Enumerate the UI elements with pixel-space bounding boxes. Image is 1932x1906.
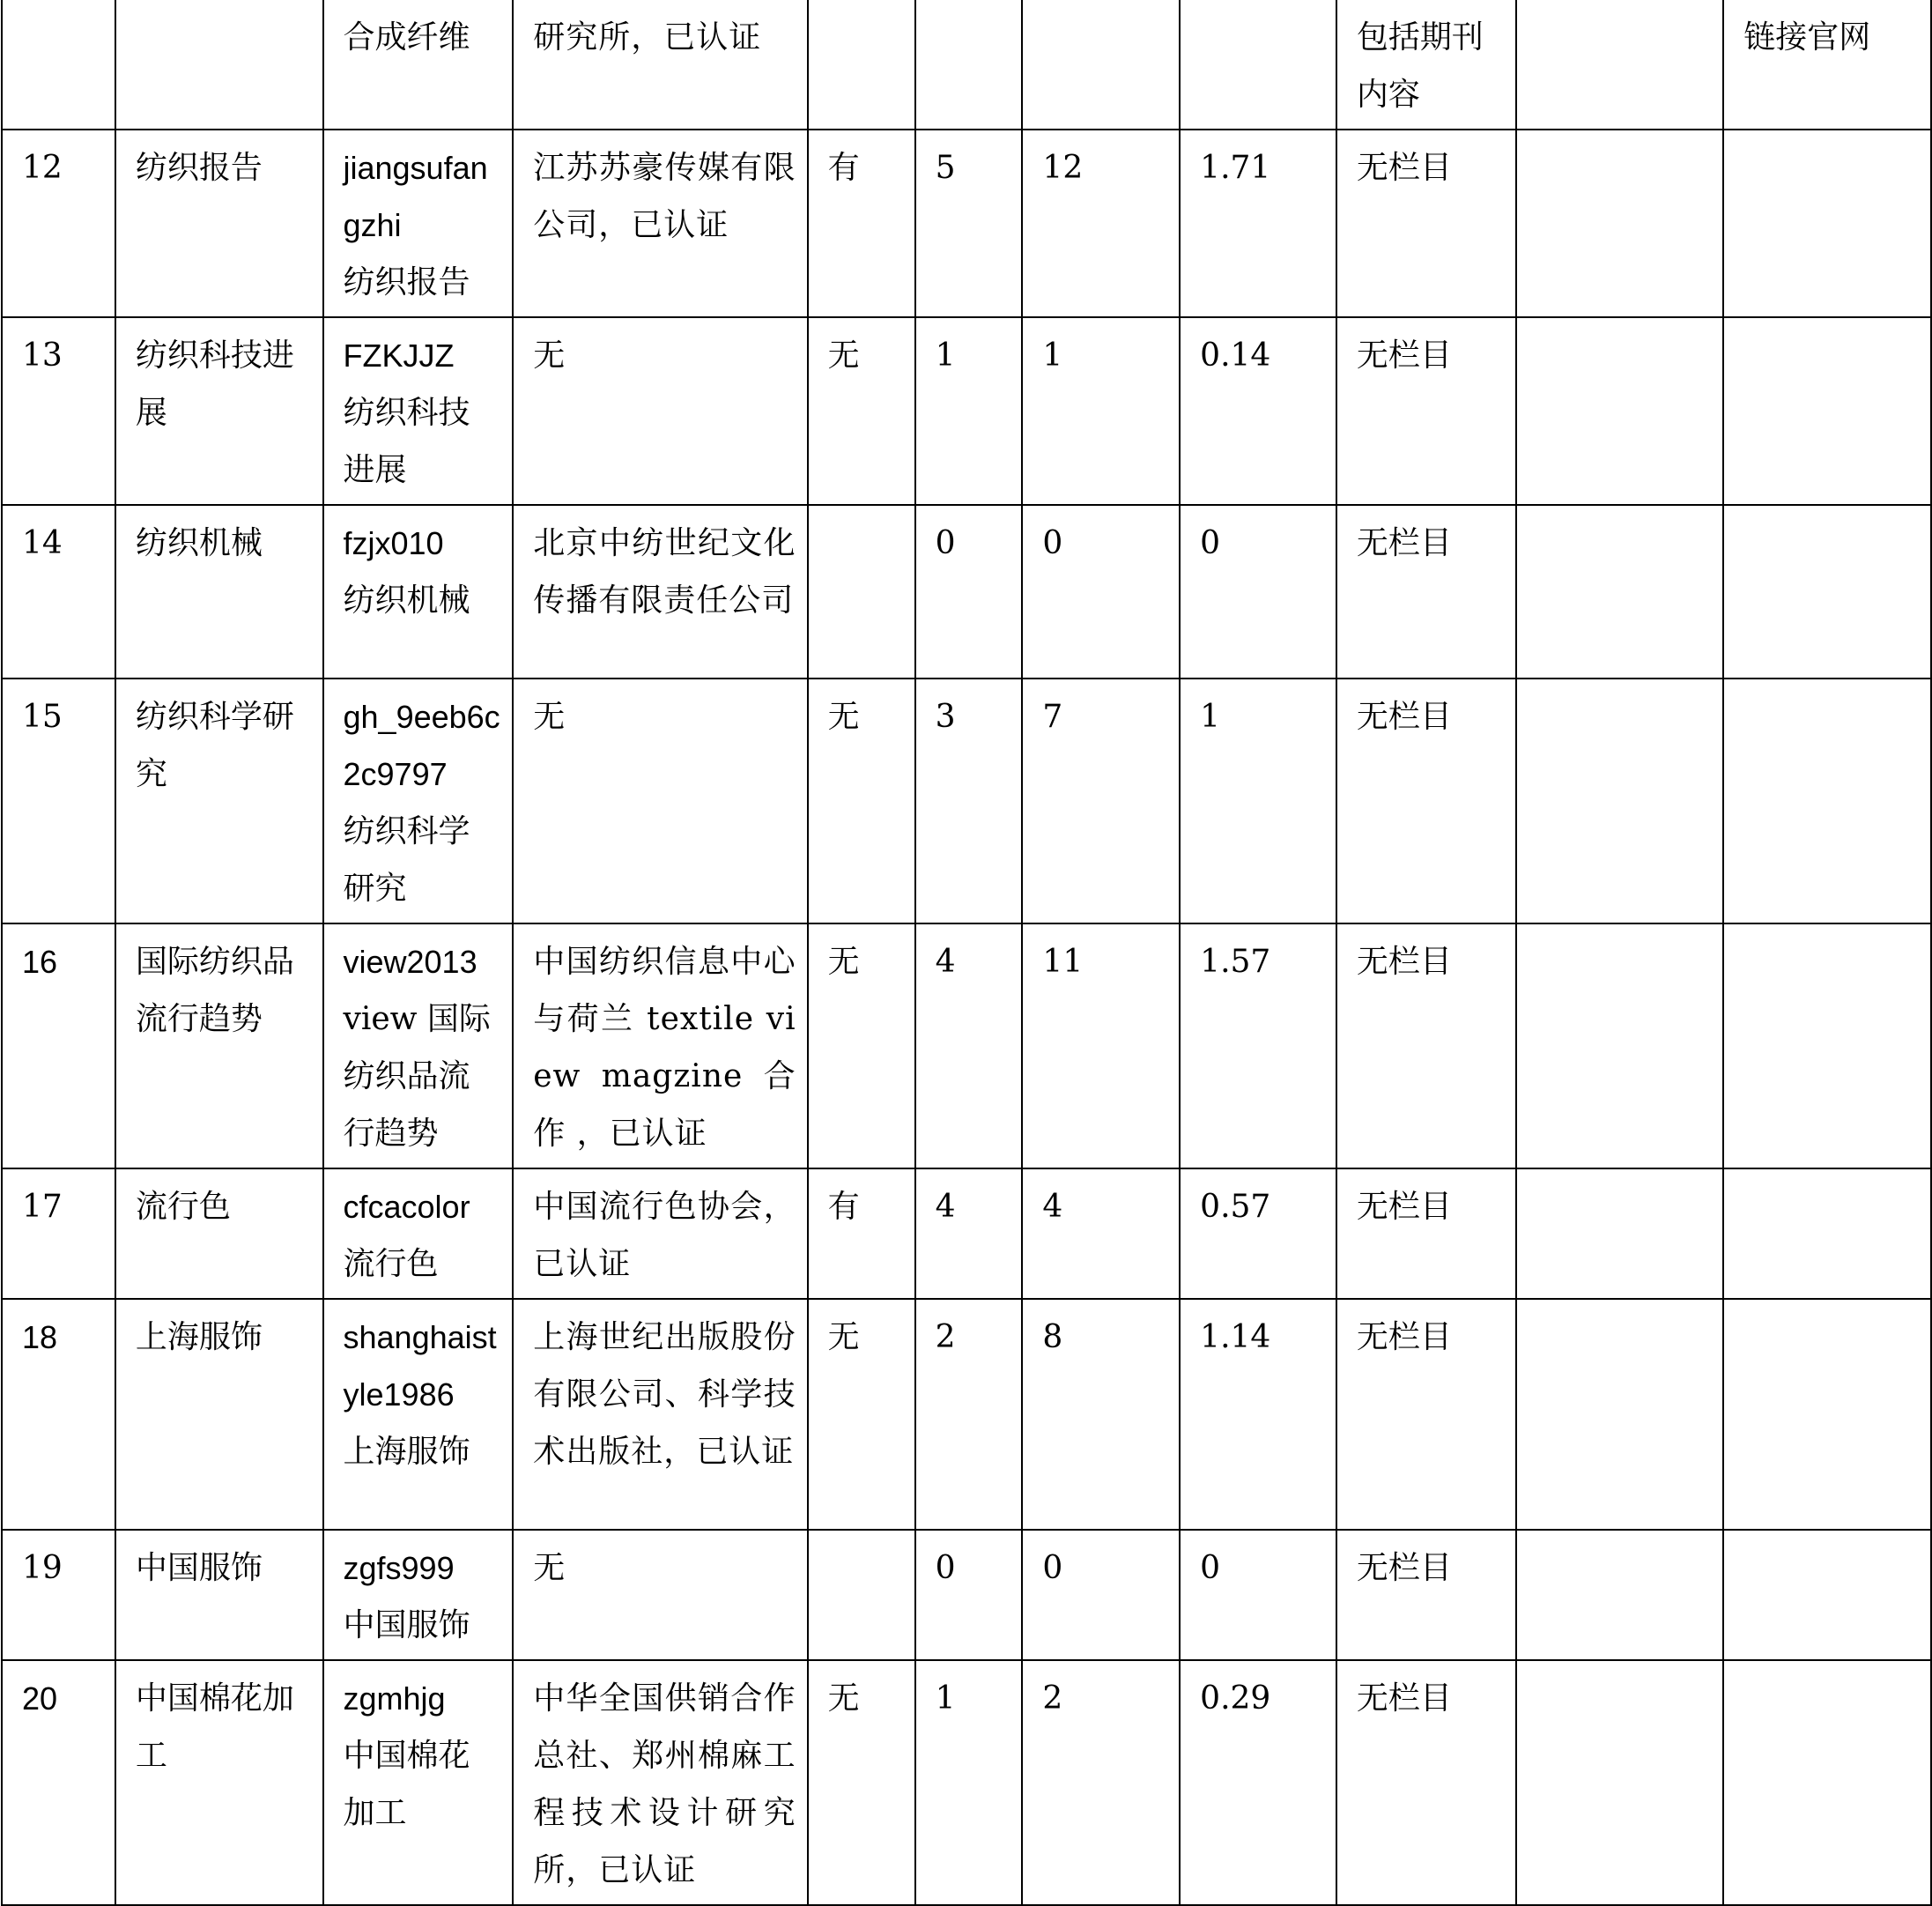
link-cell xyxy=(1723,505,1931,679)
value-cell xyxy=(915,0,1023,130)
flag-cell: 无 xyxy=(808,1299,915,1530)
value-cell: 11 xyxy=(1022,923,1180,1168)
table-row xyxy=(2,1660,1931,1905)
index-cell: 14 xyxy=(2,505,115,679)
blank-cell xyxy=(1516,317,1724,505)
index-cell: 13 xyxy=(2,317,115,505)
operator-cell: 北京中纺世纪文化传播有限责任公司 xyxy=(513,505,807,679)
flag-cell xyxy=(808,505,915,679)
table-row xyxy=(2,130,1931,317)
name-cell: 中国服饰 xyxy=(115,1530,323,1660)
value-cell: 2 xyxy=(915,1299,1023,1530)
index-cell: 17 xyxy=(2,1168,115,1299)
table-row xyxy=(2,317,1931,505)
account-id: view2013 xyxy=(343,944,477,980)
table-row xyxy=(2,923,1931,1168)
blank-cell xyxy=(1516,1660,1724,1905)
account-id: zgfs999 xyxy=(343,1550,455,1586)
value-cell: 0 xyxy=(1022,1530,1180,1660)
value-cell: 1.14 xyxy=(1180,1299,1336,1530)
value-cell: 1 xyxy=(915,317,1023,505)
account-id: shanghaistyle1986 xyxy=(343,1319,497,1413)
column-status-cell: 无栏目 xyxy=(1336,1530,1516,1660)
value-cell: 0.14 xyxy=(1180,317,1336,505)
table-row xyxy=(2,1299,1931,1530)
table-row xyxy=(2,0,1931,130)
name-cell xyxy=(115,0,323,130)
table-row xyxy=(2,1168,1931,1299)
value-cell: 0 xyxy=(915,1530,1023,1660)
value-cell: 4 xyxy=(915,923,1023,1168)
value-cell: 2 xyxy=(1022,1660,1180,1905)
account-cell xyxy=(323,1299,514,1530)
blank-cell xyxy=(1516,1168,1724,1299)
name-cell: 纺织机械 xyxy=(115,505,323,679)
name-cell: 纺织科技进展 xyxy=(115,317,323,505)
account-cell xyxy=(323,1168,514,1299)
operator-cell: 江苏苏豪传媒有限公司，已认证 xyxy=(513,130,807,317)
column-status-cell: 包括期刊内容 xyxy=(1336,0,1516,130)
account-id: cfcacolor xyxy=(343,1189,470,1225)
value-cell: 12 xyxy=(1022,130,1180,317)
name-cell: 流行色 xyxy=(115,1168,323,1299)
link-cell xyxy=(1723,1299,1931,1530)
name-cell: 上海服饰 xyxy=(115,1299,323,1530)
value-cell: 7 xyxy=(1022,679,1180,923)
value-cell: 1.71 xyxy=(1180,130,1336,317)
column-status-cell: 无栏目 xyxy=(1336,130,1516,317)
account-name: 上海服饰 xyxy=(343,1434,470,1470)
account-cell xyxy=(323,0,514,130)
operator-cell: 无 xyxy=(513,679,807,923)
link-cell xyxy=(1723,1530,1931,1660)
column-status-cell: 无栏目 xyxy=(1336,1660,1516,1905)
index-cell: 15 xyxy=(2,679,115,923)
value-cell xyxy=(1180,0,1336,130)
column-status-cell: 无栏目 xyxy=(1336,317,1516,505)
operator-cell: 研究所，已认证 xyxy=(513,0,807,130)
flag-cell: 有 xyxy=(808,1168,915,1299)
flag-cell: 无 xyxy=(808,1660,915,1905)
index-cell: 12 xyxy=(2,130,115,317)
blank-cell xyxy=(1516,130,1724,317)
flag-cell: 无 xyxy=(808,679,915,923)
journal-wechat-table xyxy=(1,0,1932,1906)
name-cell: 中国棉花加工 xyxy=(115,1660,323,1905)
account-id: fzjx010 xyxy=(343,525,444,561)
account-name: view 国际纺织品流行趋势 xyxy=(343,1001,491,1152)
link-cell xyxy=(1723,130,1931,317)
index-cell: 19 xyxy=(2,1530,115,1660)
flag-cell xyxy=(808,0,915,130)
index-cell: 20 xyxy=(2,1660,115,1905)
value-cell: 5 xyxy=(915,130,1023,317)
value-cell xyxy=(1022,0,1180,130)
account-cell xyxy=(323,923,514,1168)
blank-cell xyxy=(1516,0,1724,130)
account-name: 合成纤维 xyxy=(343,19,470,56)
account-cell xyxy=(323,130,514,317)
column-status-cell: 无栏目 xyxy=(1336,1299,1516,1530)
index-cell: 18 xyxy=(2,1299,115,1530)
account-cell xyxy=(323,1660,514,1905)
value-cell: 1 xyxy=(915,1660,1023,1905)
account-id: gh_9eeb6c2c9797 xyxy=(343,699,500,792)
blank-cell xyxy=(1516,505,1724,679)
link-cell xyxy=(1723,923,1931,1168)
column-status-cell: 无栏目 xyxy=(1336,923,1516,1168)
value-cell: 1 xyxy=(1180,679,1336,923)
operator-cell: 中华全国供销合作总社、郑州棉麻工程技术设计研究所，已认证 xyxy=(513,1660,807,1905)
value-cell: 0 xyxy=(1180,1530,1336,1660)
column-status-cell: 无栏目 xyxy=(1336,505,1516,679)
table-row xyxy=(2,505,1931,679)
flag-cell xyxy=(808,1530,915,1660)
link-cell: 链接官网 xyxy=(1723,0,1931,130)
value-cell: 1 xyxy=(1022,317,1180,505)
link-cell xyxy=(1723,1168,1931,1299)
account-name: 纺织机械 xyxy=(343,582,470,619)
operator-cell: 中国流行色协会，已认证 xyxy=(513,1168,807,1299)
name-cell: 纺织科学研究 xyxy=(115,679,323,923)
account-name: 流行色 xyxy=(343,1246,439,1282)
flag-cell: 无 xyxy=(808,317,915,505)
name-cell: 国际纺织品流行趋势 xyxy=(115,923,323,1168)
account-name: 中国服饰 xyxy=(343,1607,470,1643)
flag-cell: 无 xyxy=(808,923,915,1168)
operator-cell: 无 xyxy=(513,317,807,505)
value-cell: 0.57 xyxy=(1180,1168,1336,1299)
value-cell: 4 xyxy=(915,1168,1023,1299)
value-cell: 0 xyxy=(1022,505,1180,679)
index-cell: 16 xyxy=(2,923,115,1168)
account-id: jiangsufangzhi xyxy=(343,150,488,243)
index-cell xyxy=(2,0,115,130)
value-cell: 1.57 xyxy=(1180,923,1336,1168)
value-cell: 3 xyxy=(915,679,1023,923)
account-name: 纺织科学研究 xyxy=(343,813,470,907)
account-name: 纺织科技进展 xyxy=(343,395,470,488)
account-cell xyxy=(323,679,514,923)
value-cell: 0 xyxy=(1180,505,1336,679)
link-cell xyxy=(1723,317,1931,505)
account-id: zgmhjg xyxy=(343,1680,446,1717)
account-name: 纺织报告 xyxy=(343,264,470,300)
value-cell: 0 xyxy=(915,505,1023,679)
operator-cell: 中国纺织信息中心与荷兰 textile view magzine 合作 ，已认证 xyxy=(513,923,807,1168)
account-cell xyxy=(323,317,514,505)
value-cell: 8 xyxy=(1022,1299,1180,1530)
blank-cell xyxy=(1516,923,1724,1168)
table-row xyxy=(2,679,1931,923)
link-cell xyxy=(1723,679,1931,923)
column-status-cell: 无栏目 xyxy=(1336,1168,1516,1299)
account-id: FZKJJZ xyxy=(343,337,455,374)
flag-cell: 有 xyxy=(808,130,915,317)
account-cell xyxy=(323,505,514,679)
account-cell xyxy=(323,1530,514,1660)
operator-cell: 上海世纪出版股份有限公司、科学技术出版社，已认证 xyxy=(513,1299,807,1530)
blank-cell xyxy=(1516,1530,1724,1660)
account-name: 中国棉花加工 xyxy=(343,1738,470,1831)
table-row xyxy=(2,1530,1931,1660)
value-cell: 0.29 xyxy=(1180,1660,1336,1905)
name-cell: 纺织报告 xyxy=(115,130,323,317)
value-cell: 4 xyxy=(1022,1168,1180,1299)
link-cell xyxy=(1723,1660,1931,1905)
operator-cell: 无 xyxy=(513,1530,807,1660)
blank-cell xyxy=(1516,1299,1724,1530)
blank-cell xyxy=(1516,679,1724,923)
column-status-cell: 无栏目 xyxy=(1336,679,1516,923)
